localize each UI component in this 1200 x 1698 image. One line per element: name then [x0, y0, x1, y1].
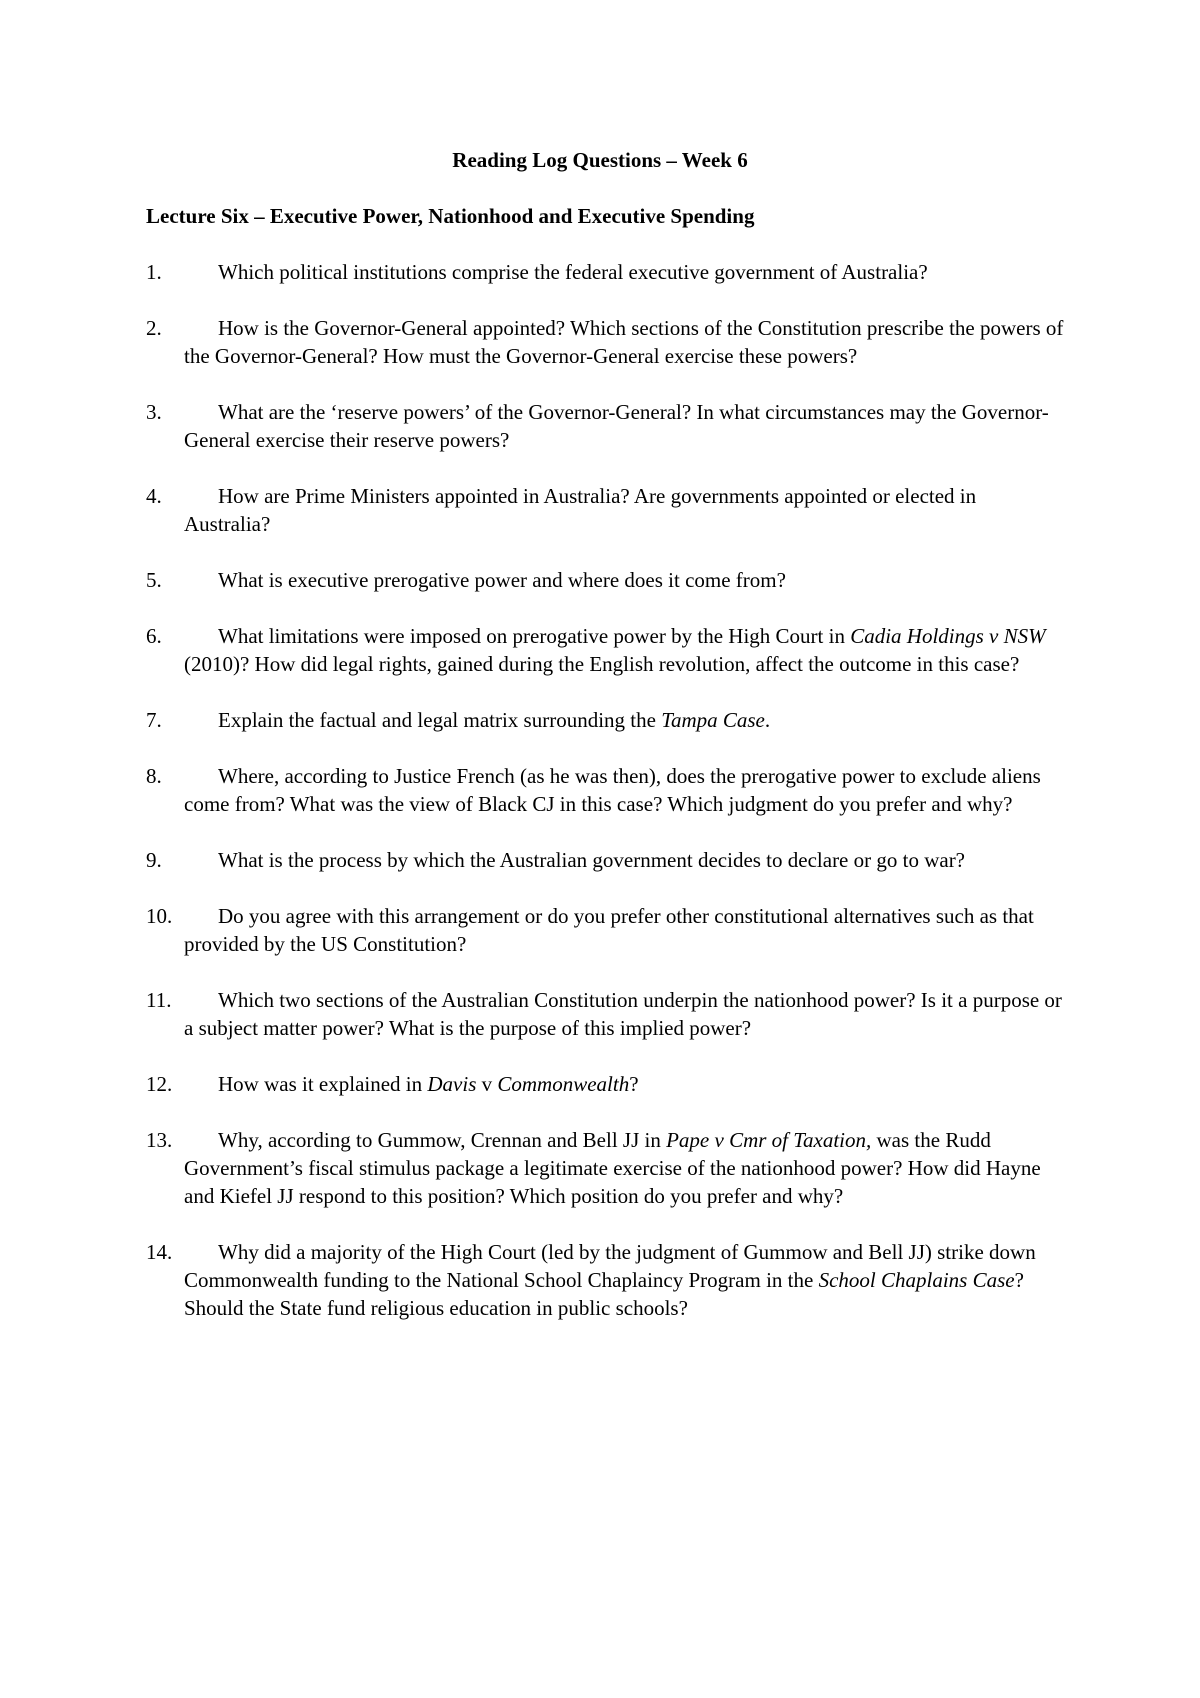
- question-item-8: [146, 762, 1066, 818]
- case-name: School Chaplains Case: [818, 1268, 1015, 1292]
- question-text: How is the Governor-General appointed? Which sections of the Constitution prescribe the powers of the Governor-General? How must the Governor-General exercise these powers?: [184, 316, 1064, 368]
- question-number: 3.: [146, 400, 162, 424]
- case-name: Pape v Cmr of Taxation,: [666, 1128, 872, 1152]
- question-text: Why did a majority of the High Court (led by the judgment of Gummow and Bell JJ) strike down Commonwealth funding to the National School Chaplaincy Program in the School Chaplains Case? Should the State fund religious education in public schools?: [184, 1240, 1036, 1320]
- question-text: Which political institutions comprise the federal executive government of Australia?: [218, 260, 928, 284]
- question-number: 9.: [146, 848, 162, 872]
- question-text: Do you agree with this arrangement or do you prefer other constitutional alternatives such as that provided by the US Constitution?: [184, 904, 1034, 956]
- question-item-7: [146, 706, 1066, 734]
- question-text: Why, according to Gummow, Crennan and Bell JJ in Pape v Cmr of Taxation, was the Rudd Government’s fiscal stimulus package a legitimate exercise of the nationhood power? How did Hayne and Kiefel JJ respond to this position? Which position do you prefer and why?: [184, 1128, 1041, 1208]
- question-text: How was it explained in Davis v Commonwealth?: [218, 1072, 639, 1096]
- question-number: 1.: [146, 260, 162, 284]
- question-text: Which two sections of the Australian Constitution underpin the nationhood power? Is it a purpose or a subject matter power? What is the purpose of this implied power?: [184, 988, 1062, 1040]
- question-number: 7.: [146, 708, 162, 732]
- question-text: What is executive prerogative power and where does it come from?: [218, 568, 786, 592]
- question-item-11: [146, 986, 1066, 1042]
- question-item-10: [146, 902, 1066, 958]
- question-number: 8.: [146, 764, 162, 788]
- question-item-3: [146, 398, 1066, 454]
- question-number: 14.: [146, 1240, 173, 1264]
- question-number: 13.: [146, 1128, 173, 1152]
- lecture-heading: Lecture Six – Executive Power, Nationhood and Executive Spending: [146, 204, 755, 228]
- question-text: How are Prime Ministers appointed in Australia? Are governments appointed or elected in Australia?: [184, 484, 977, 536]
- question-item-4: [146, 482, 1066, 538]
- question-item-14: [146, 1238, 1066, 1322]
- question-item-1: [146, 258, 1066, 286]
- case-name: Commonwealth: [497, 1072, 630, 1096]
- question-number: 11.: [146, 988, 172, 1012]
- case-name: Tampa Case: [661, 708, 765, 732]
- question-text: What limitations were imposed on prerogative power by the High Court in Cadia Holdings v NSW (2010)? How did legal rights, gained during the English revolution, affect the outcome in this case?: [184, 624, 1046, 676]
- question-number: 6.: [146, 624, 162, 648]
- question-number: 4.: [146, 484, 162, 508]
- question-text: Explain the factual and legal matrix surrounding the Tampa Case.: [218, 708, 771, 732]
- case-name: Davis: [427, 1072, 477, 1096]
- question-item-6: [146, 622, 1066, 678]
- document-title: Reading Log Questions – Week 6: [452, 148, 748, 172]
- question-number: 5.: [146, 568, 162, 592]
- question-item-2: [146, 314, 1066, 370]
- question-text: Where, according to Justice French (as he was then), does the prerogative power to exclude aliens come from? What was the view of Black CJ in this case? Which judgment do you prefer and why?: [184, 764, 1041, 816]
- question-number: 10.: [146, 904, 173, 928]
- question-text: What is the process by which the Australian government decides to declare or go to war?: [218, 848, 966, 872]
- question-list: [146, 258, 1066, 1350]
- question-item-12: [146, 1070, 1066, 1098]
- question-item-13: [146, 1126, 1066, 1210]
- case-name: Cadia Holdings v NSW: [850, 624, 1046, 648]
- question-text: What are the ‘reserve powers’ of the Governor-General? In what circumstances may the Governor-General exercise their reserve powers?: [184, 400, 1049, 452]
- question-number: 12.: [146, 1072, 173, 1096]
- question-item-9: [146, 846, 1066, 874]
- question-number: 2.: [146, 316, 162, 340]
- question-item-5: [146, 566, 1066, 594]
